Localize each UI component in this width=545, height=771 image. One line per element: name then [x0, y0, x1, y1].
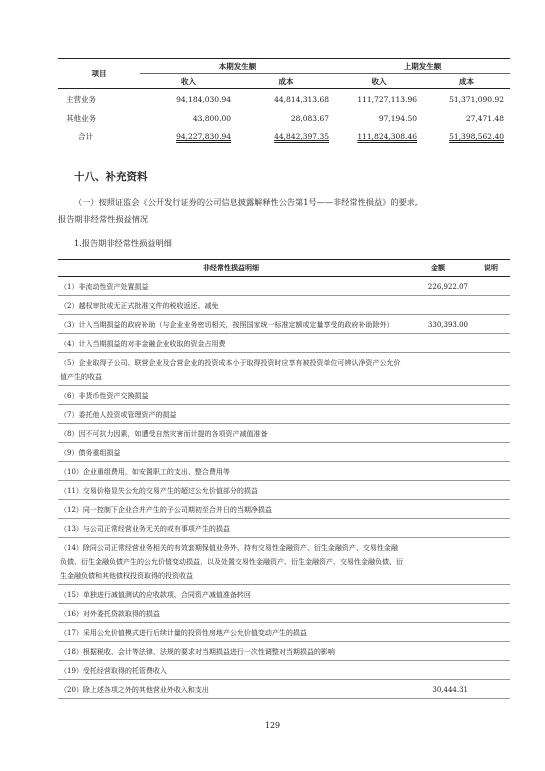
- row-description: （13）与公司正常经营业务无关的或有事项产生的损益: [58, 519, 404, 538]
- row-label: 其他业务: [66, 114, 96, 123]
- row-amount: [404, 661, 472, 680]
- col-header-note: 说明: [472, 260, 510, 277]
- row-amount: [404, 623, 472, 642]
- table-row: [58, 519, 510, 538]
- row-amount: [404, 481, 472, 500]
- paragraph-line-1: （一）按照证监会《公开发行证券的公司信息披露解释性公告第1号——非经常性损益》的要求,: [74, 197, 418, 207]
- row-amount: [404, 405, 472, 424]
- row-note: [472, 277, 510, 296]
- cell-value: 28,083.67: [290, 114, 329, 123]
- cell-value: 44,842,397.35: [274, 132, 329, 141]
- row-note: [472, 538, 510, 585]
- cell-value: 51,371,090.92: [449, 94, 504, 104]
- row-amount: 330,393.00: [404, 315, 472, 334]
- table-row: [58, 386, 510, 405]
- row-description: （14）除同公司正常经营业务相关的有效套期保值业务外，持有交易性金融资产、衍生金融资产、交易性金融负债、衍生金融负债产生的公允价值变动损益，以及处置交易性金融资产、衍生金融资产、交易性金融负债、衍生金融负债和其他债权投资取得的投资收益: [58, 538, 404, 585]
- row-amount: [404, 604, 472, 623]
- row-amount: [404, 353, 472, 386]
- row-description: （20）除上述各项之外的其他营业外收入和支出: [58, 680, 404, 699]
- table-row: [58, 604, 510, 623]
- col-header-amount: 金额: [404, 260, 472, 277]
- table-row: [58, 443, 510, 462]
- row-description: （15）单独进行减值测试的应收款项、合同资产减值准备转回: [58, 585, 404, 604]
- table-row: [58, 538, 510, 585]
- row-description: （18）根据税收、会计等法律、法规的要求对当期损益进行一次性调整对当期损益的影响: [58, 642, 404, 661]
- col-header-pri-cost: 成本: [423, 74, 510, 89]
- row-note: [472, 623, 510, 642]
- row-note: [472, 519, 510, 538]
- table-row: [58, 296, 510, 315]
- row-note: [472, 462, 510, 481]
- table-row: [58, 642, 510, 661]
- revenue-cost-table: [58, 58, 510, 146]
- row-description: （11）交易价格显失公允的交易产生的超过公允价值部分的损益: [58, 481, 404, 500]
- table-row: [58, 481, 510, 500]
- row-note: [472, 604, 510, 623]
- row-note: [472, 424, 510, 443]
- table-row: [58, 462, 510, 481]
- table-row: [58, 680, 510, 699]
- table-row: [58, 277, 510, 296]
- cell-value: 111,824,308.46: [357, 132, 417, 141]
- table-row: [58, 661, 510, 680]
- col-header-desc: 非经常性损益明细: [58, 260, 404, 277]
- table-row: [58, 500, 510, 519]
- row-amount: [404, 424, 472, 443]
- col-header-item: 项目: [58, 59, 140, 89]
- table-row: [58, 623, 510, 642]
- row-description: （3）计入当期损益的政府补助（与企业业务密切相关，按照国家统一标准定额或定量享受的政府补助除外）: [58, 315, 404, 334]
- row-note: [472, 296, 510, 315]
- row-amount: 30,444.31: [404, 680, 472, 699]
- row-description: （12）同一控制下企业合并产生的子公司期初至合并日的当期净损益: [58, 500, 404, 519]
- cell-value: 97,194.50: [378, 114, 417, 123]
- cell-value: 27,471.48: [465, 114, 504, 123]
- row-note: [472, 334, 510, 353]
- col-header-cur-cost: 成本: [237, 74, 335, 89]
- col-header-cur-income: 收入: [140, 74, 237, 89]
- row-amount: [404, 386, 472, 405]
- row-note: [472, 443, 510, 462]
- row-description: （4）计入当期损益的对非金融企业收取的资金占用费: [58, 334, 404, 353]
- section-title: 十八、补充资料: [74, 171, 148, 183]
- row-description: （2）越权审批或无正式批准文件的税收返还、减免: [58, 296, 404, 315]
- row-amount: [404, 500, 472, 519]
- row-label: 合计: [78, 132, 93, 141]
- row-description: （7）委托他人投资或管理资产的损益: [58, 405, 404, 424]
- row-note: [472, 481, 510, 500]
- col-group-prior: 上期发生额: [335, 59, 510, 74]
- table-row: [58, 110, 510, 128]
- table-row: [58, 334, 510, 353]
- row-description: （19）受托经营取得的托管费收入: [58, 661, 404, 680]
- row-description: （5）企业取得子公司、联营企业及合营企业的投资成本小于取得投资时应享有被投资单位可辨认净资产公允价值产生的收益: [58, 353, 404, 386]
- row-description: （10）企业重组费用，如安置职工的支出、整合费用等: [58, 462, 404, 481]
- row-amount: [404, 334, 472, 353]
- row-amount: [404, 519, 472, 538]
- row-note: [472, 405, 510, 424]
- non-recurring-table: [58, 259, 510, 699]
- row-description: （17）采用公允价值模式进行后续计量的投资性房地产公允价值变动产生的损益: [58, 623, 404, 642]
- row-note: [472, 353, 510, 386]
- row-amount: [404, 642, 472, 661]
- row-description: （6）非货币性资产交换损益: [58, 386, 404, 405]
- row-note: [472, 642, 510, 661]
- paragraph-line-2: 报告期非经常性损益情况: [58, 214, 149, 224]
- col-header-pri-income: 收入: [335, 74, 423, 89]
- cell-value: 44,814,313.68: [274, 94, 329, 104]
- row-note: [472, 500, 510, 519]
- row-description: （16）对外委托贷款取得的损益: [58, 604, 404, 623]
- row-amount: [404, 462, 472, 481]
- table-row: [58, 405, 510, 424]
- cell-value: 43,800.00: [192, 114, 231, 123]
- col-group-current: 本期发生额: [140, 59, 335, 74]
- table-row: [58, 315, 510, 334]
- table-row-total: [58, 128, 510, 146]
- row-note: [472, 585, 510, 604]
- row-amount: [404, 296, 472, 315]
- row-amount: [404, 585, 472, 604]
- row-amount: 226,922.07: [404, 277, 472, 296]
- page-number: 129: [264, 721, 281, 730]
- cell-value: 94,184,030.94: [176, 94, 231, 104]
- cell-value: 111,727,113.96: [357, 94, 417, 104]
- row-description: （9）债务重组损益: [58, 443, 404, 462]
- row-note: [472, 661, 510, 680]
- row-description: （8）因不可抗力因素，如遭受自然灾害而计提的各项资产减值准备: [58, 424, 404, 443]
- table-row: [58, 424, 510, 443]
- row-label: 主营业务: [66, 94, 96, 104]
- cell-value: 94,227,830.94: [176, 132, 231, 141]
- row-description: （1）非流动性资产处置损益: [58, 277, 404, 296]
- subheading: 1.报告期非经常性损益明细: [74, 238, 172, 248]
- row-note: [472, 680, 510, 699]
- table-row: [58, 89, 510, 110]
- table-row: [58, 353, 510, 386]
- row-amount: [404, 538, 472, 585]
- row-note: [472, 315, 510, 334]
- row-note: [472, 386, 510, 405]
- cell-value: 51,398,562.40: [449, 132, 504, 141]
- table-row: [58, 585, 510, 604]
- row-amount: [404, 443, 472, 462]
